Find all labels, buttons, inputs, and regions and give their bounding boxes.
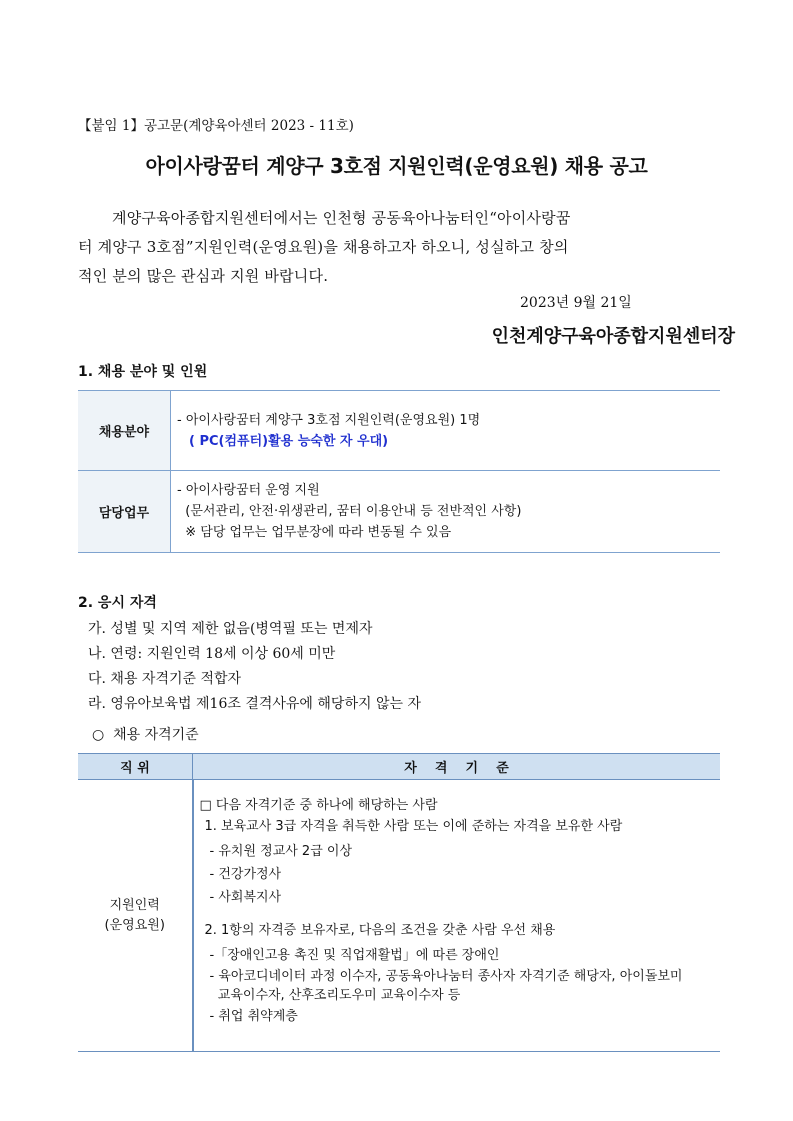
duty-line: ※ 담당 업무는 업무분장에 따라 변동될 수 있음 (177, 525, 452, 540)
table-header-row (78, 754, 720, 780)
duty-line: - 아이사랑꿈터 운영 지원 (177, 483, 320, 498)
position-column-header: 직 위 (78, 754, 193, 780)
criteria-sub-item: -「장애인고용 촉진 및 직업재활법」에 따른 장애인 (209, 948, 500, 963)
row-content (171, 471, 721, 553)
position-cell (78, 780, 193, 1052)
eligibility-item: 가. 성별 및 지역 제한 없음(병역필 또는 면제자 (88, 621, 373, 637)
row-header: 담당업무 (78, 471, 171, 553)
eligibility-item: 라. 영유아보육법 제16조 결격사유에 해당하지 않는 자 (88, 696, 421, 712)
criteria-column-header: 자 격 기 준 (193, 754, 721, 780)
section1-heading: 1. 채용 분야 및 인원 (78, 364, 208, 380)
attachment-label: 【붙임 1】공고문(계양육아센터 2023 - 11호) (78, 118, 354, 134)
intro-line-2: 터 계양구 3호점”지원인력(운영요원)을 채용하고자 하오니, 성실하고 창의 (78, 238, 569, 256)
criteria-sub-item: - 유치원 정교사 2급 이상 (209, 844, 353, 859)
position-name: 지원인력 (109, 897, 160, 913)
pc-preference-note: ( PC(컴퓨터)활용 능숙한 자 우대) (189, 433, 389, 449)
criteria-intro: □ 다음 자격기준 중 하나에 해당하는 사람 (199, 798, 438, 813)
page-title: 아이사랑꿈터 계양구 3호점 지원인력(운영요원) 채용 공고 (145, 154, 648, 178)
intro-line-3: 적인 분의 많은 관심과 지원 바랍니다. (78, 267, 329, 285)
criteria-cell (193, 780, 721, 1052)
intro-line-1: 계양구육아종합지원센터에서는 인천형 공동육아나눔터인“아이사랑꿈 (112, 209, 571, 227)
table-row (78, 780, 720, 1052)
section2-heading: 2. 응시 자격 (78, 595, 157, 611)
criteria-sub-item: - 육아코디네이터 과정 이수자, 공동육아나눔터 종사자 자격기준 해당자, 아이돌보미 (209, 969, 683, 984)
issuer-name: 인천계양구육아종합지원센터장 (491, 326, 735, 347)
criteria-label: ○ 채용 자격기준 (92, 727, 199, 743)
duty-line: (문서관리, 안전·위생관리, 꿈터 이용안내 등 전반적인 사항) (177, 504, 522, 519)
criteria-sub-item: - 건강가정사 (209, 867, 282, 882)
eligibility-item: 나. 연령: 지원인력 18세 이상 60세 미만 (88, 646, 336, 662)
position-role: (운영요원) (104, 917, 165, 933)
criteria-item-2: 2. 1항의 자격증 보유자로, 다음의 조건을 갖춘 사람 우선 채용 (204, 923, 556, 938)
table-row (78, 471, 720, 553)
row-header: 채용분야 (78, 391, 171, 471)
table-row (78, 391, 720, 471)
row-content (171, 391, 721, 471)
notice-date: 2023년 9월 21일 (520, 295, 632, 311)
eligibility-item: 다. 채용 자격기준 적합자 (88, 671, 242, 687)
recruitment-table (78, 390, 720, 553)
criteria-sub-item: 교육이수자, 산후조리도우미 교육이수자 등 (209, 988, 461, 1003)
criteria-sub-item: - 사회복지사 (209, 890, 282, 905)
criteria-sub-item: - 취업 취약계층 (209, 1009, 298, 1024)
field-line: - 아이사랑꿈터 계양구 3호점 지원인력(운영요원) 1명 (177, 412, 481, 428)
criteria-item-1: 1. 보육교사 3급 자격을 취득한 사람 또는 이에 준하는 자격을 보유한 사람 (204, 819, 623, 834)
criteria-table (78, 753, 720, 1052)
